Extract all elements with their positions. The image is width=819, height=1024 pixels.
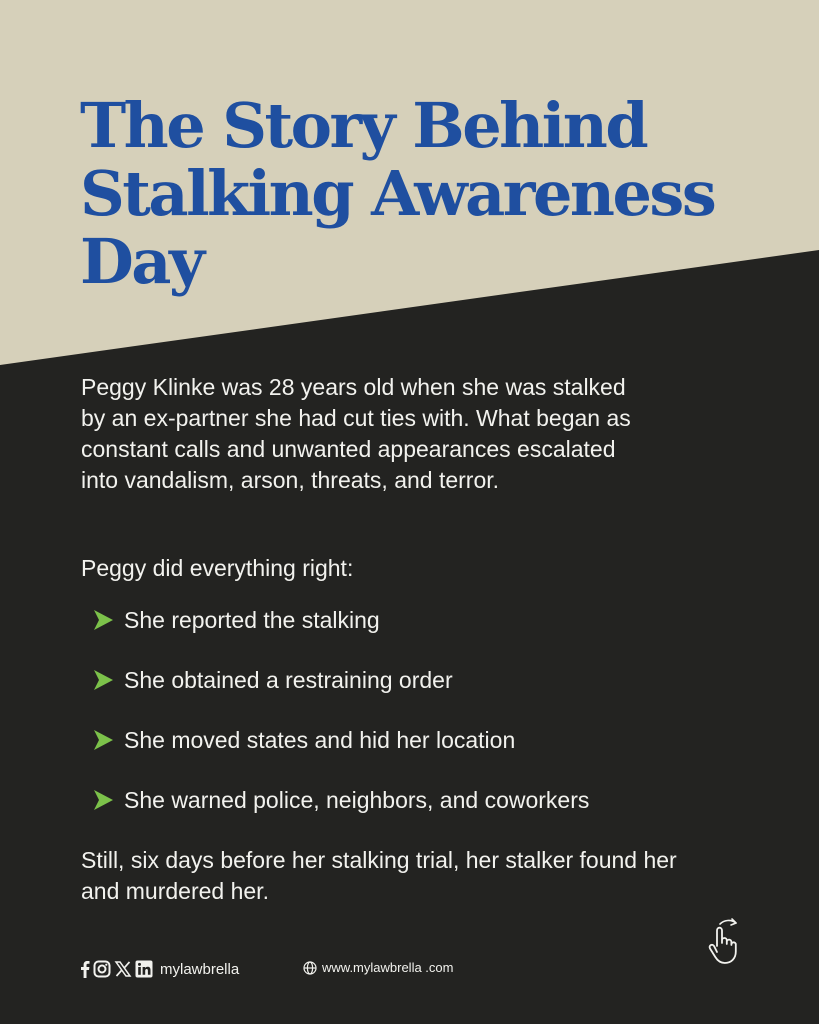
closing-paragraph: Still, six days before her stalking trial, her stalker found her and murdered her. bbox=[81, 847, 677, 904]
website-link[interactable] bbox=[303, 960, 453, 975]
arrow-bullet-icon bbox=[92, 789, 114, 811]
arrow-bullet-icon bbox=[92, 729, 114, 751]
bullet-text: She reported the stalking bbox=[124, 606, 380, 633]
instagram-icon[interactable] bbox=[93, 960, 111, 978]
bullet-list bbox=[92, 605, 589, 845]
title-line-3: Day bbox=[80, 225, 203, 298]
list-item bbox=[92, 605, 589, 635]
list-item bbox=[92, 725, 589, 755]
facebook-icon[interactable] bbox=[80, 960, 90, 978]
title-line-2: Stalking Awareness bbox=[80, 157, 715, 230]
list-item bbox=[92, 665, 589, 695]
tap-hand-icon[interactable] bbox=[704, 916, 740, 968]
globe-icon bbox=[303, 961, 317, 975]
lead-text: Peggy did everything right: bbox=[81, 555, 354, 581]
social-links bbox=[80, 960, 239, 978]
page-title bbox=[80, 89, 760, 298]
website-url[interactable]: www.mylawbrella .com bbox=[322, 960, 454, 975]
bullet-text: She moved states and hid her location bbox=[124, 726, 516, 753]
list-item bbox=[92, 785, 589, 815]
bullet-text: She obtained a restraining order bbox=[124, 666, 453, 693]
arrow-bullet-icon bbox=[92, 669, 114, 691]
linkedin-icon[interactable] bbox=[135, 960, 153, 978]
social-handle[interactable]: mylawbrella bbox=[160, 960, 240, 978]
arrow-bullet-icon bbox=[92, 609, 114, 631]
x-icon[interactable] bbox=[114, 960, 132, 978]
intro-paragraph: Peggy Klinke was 28 years old when she was stalked by an ex-partner she had cut ties with. What began as constant calls and unwanted appearances escalated into vandalism, arson, threats, and terror. bbox=[81, 374, 631, 493]
title-line-1: The Story Behind bbox=[80, 89, 647, 162]
bullet-text: She warned police, neighbors, and coworkers bbox=[124, 786, 590, 813]
